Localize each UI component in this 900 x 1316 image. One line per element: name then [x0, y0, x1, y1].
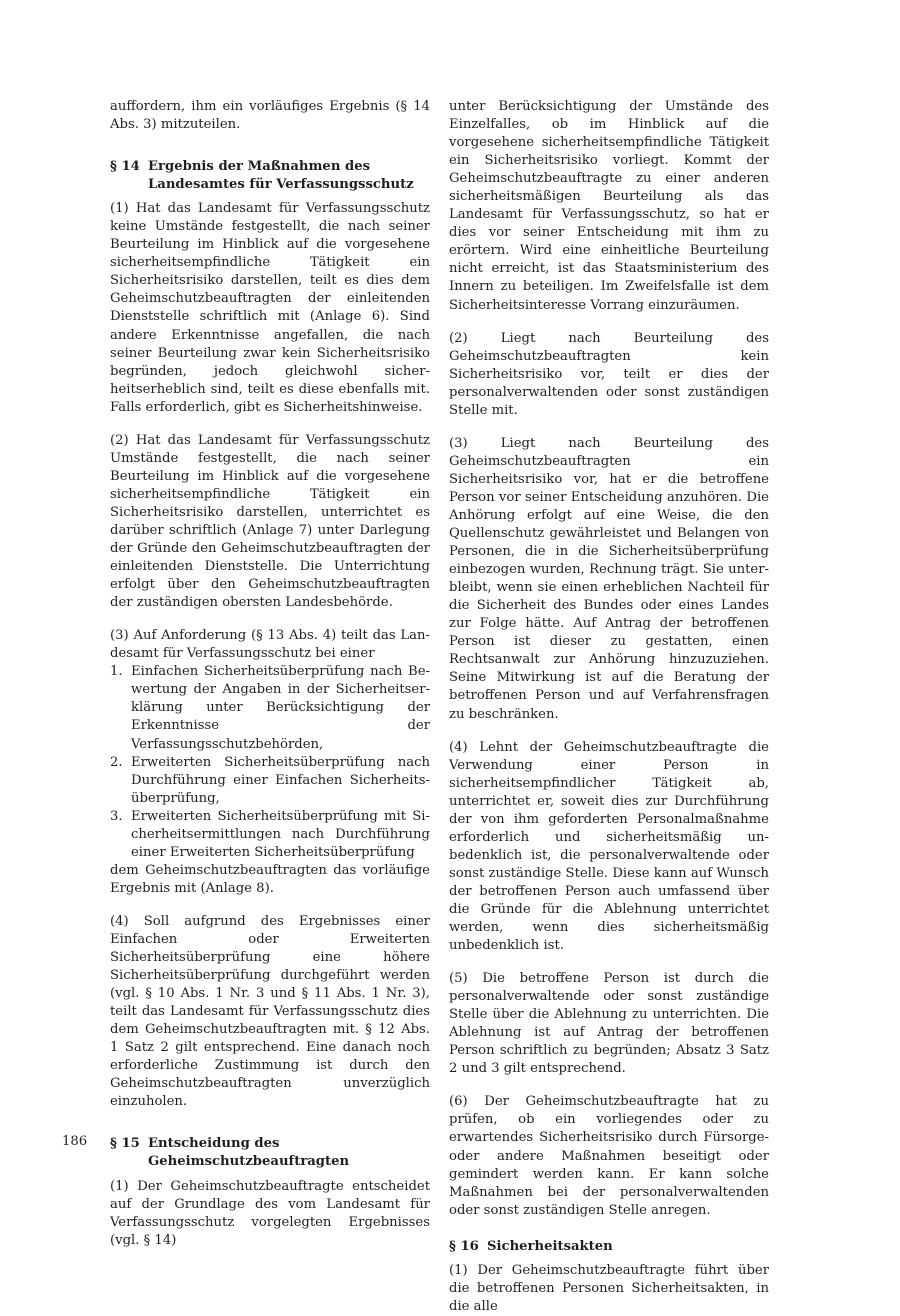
list-text: Erweiterten Sicherheitsüberprüfung nach Durchführung einer Einfachen Sicherheitsüberprüfung, — [131, 754, 430, 806]
paragraph: (2) Hat das Landesamt für Verfassungsschutz Umstände festgestellt, die nach seiner Beurteilung im Hinblick auf die vorgesehene sicherheitsempfindliche Tätigkeit ein Sicherheitsrisiko darstellen, unterrichtet es darüber schriftlich (Anlage 7) unter Darlegung der Gründe den Geheimschutzbeauftragten der einleitenden Dienststelle. Die Unterrichtung erfolgt über den Geheimschutzbeauftragten der zuständigen obersten Landesbehörde. — [110, 432, 430, 611]
list-number: 2. — [110, 754, 123, 770]
paragraph: (1) Hat das Landesamt für Verfassungsschutz keine Umstände festgestellt, die nach seiner Beurteilung im Hinblick auf die vorgesehene sicherheitsempfindliche Tätigkeit ein Sicherheitsrisiko darstellen, teilt es dies dem Geheimschutzbeauftragten der einleitenden Dienststelle schriftlich mit (Anlage 6). Sind andere Erkenntnisse angefallen, die nach seiner Beurteilung zwar kein Sicherheitsrisiko begründen, jedoch gleichwohl sicherheitserheblich sind, teilt es diese ebenfalls mit. Falls erforderlich, gibt es Sicherheitshinweise. — [110, 201, 430, 415]
paragraph: auffordern, ihm ein vorläufiges Ergebnis (§ 14 Abs. 3) mitzuteilen. — [110, 99, 430, 133]
list-text: Einfachen Sicherheitsüberprüfung nach Bewertung der Angaben in der Sicherheitserklärung unter Berücksichtigung der Erkenntnisse der Verfassungsschutzbehörden, — [131, 664, 430, 752]
section-heading-14 — [110, 158, 430, 194]
section-title: Entscheidung des Geheimschutzbeauftragten — [148, 1136, 350, 1170]
paragraph: (2) Liegt nach Beurteilung des Geheimschutzbeauftragten kein Sicherheitsrisiko vor, teilt er dies der personalverwaltenden oder sonst zuständigen Stelle mit. — [449, 330, 769, 418]
paragraph: (4) Lehnt der Geheimschutzbeauftragte die Verwendung einer Person in sicherheitsempfindlicher Tätigkeit ab, unterrichtet er, soweit dies zur Durchführung der von ihm geforderten Personalmaßnahme erforderlich und sicherheitsmäßig unbedenklich ist, die personalverwaltende oder sonst zuständige Stelle. Diese kann auf Wunsch der betroffenen Person auch umfassend über die Gründe für die Ablehnung unterrichtet werden, wenn dies sicherheitsmäßig unbedenklich ist. — [449, 739, 769, 954]
section-heading-15 — [110, 1135, 430, 1171]
section-number: § 16 — [449, 1238, 479, 1254]
list-number: 1. — [110, 664, 123, 680]
page-number: 186 — [62, 1134, 88, 1149]
paragraph: (1) Der Geheimschutzbeauftragte entscheidet auf der Grundlage des vom Landesamt für Verfassungsschutz vorgelegten Ergebnisses (vgl. § 14) — [110, 1178, 430, 1248]
paragraph: (6) Der Geheimschutzbeauftragte hat zu prüfen, ob ein vorliegendes oder zu erwartendes Sicherheitsrisiko durch Fürsorge- oder andere Maßnahmen beseitigt oder gemindert werden kann. Er kann solche Maßnahmen bei der personalverwaltenden oder sonst zuständigen Stelle anregen. — [449, 1094, 769, 1218]
section-number: § 14 — [110, 159, 140, 175]
paragraph: (3) Liegt nach Beurteilung des Geheimschutzbeauftragten ein Sicherheitsrisiko vor, hat er die betroffene Person vor seiner Entscheidung anzuhören. Die Anhörung erfolgt auf eine Weise, die den Quellenschutz gewährleistet und Belangen von Personen, die in die Sicherheitsüberprüfung einbezogen wurden, Rechnung trägt. Sie unterbleibt, wenn sie einen erheblichen Nachteil für die Sicherheit des Bundes oder eines Landes zur Folge hätte. Auf Antrag der betroffenen Person ist dieser zu gestatten, einen Rechtsanwalt zur Anhörung hinzuzuziehen. Seine Mitwirkung ist auf die Beratung der betroffenen Person und auf Verfahrensfragen zu beschränken. — [449, 435, 769, 722]
paragraph: dem Geheimschutzbeauftragten das vorläufige Ergebnis mit (Anlage 8). — [110, 862, 430, 896]
list-item — [110, 754, 430, 808]
list-number: 3. — [110, 808, 123, 824]
section-title: Sicherheitsakten — [487, 1238, 613, 1254]
paragraph: (1) Der Geheimschutzbeauftragte führt über die betroffenen Personen Sicherheitsakten, in die alle — [449, 1262, 769, 1314]
section-title: Ergebnis der Maßnahmen des Landesamtes für Verfassungsschutz — [148, 159, 414, 193]
list-item — [110, 663, 430, 753]
paragraph: (3) Auf Anforderung (§ 13 Abs. 4) teilt das Landesamt für Verfassungsschutz bei einer — [110, 628, 430, 662]
section-number: § 15 — [110, 1136, 140, 1152]
paragraph: (4) Soll aufgrund des Ergebnisses einer Einfachen oder Erweiterten Sicherheitsüberprüfung eine höhere Sicherheitsüberprüfung durchgeführt werden (vgl. § 10 Abs. 1 Nr. 3 und § 11 Abs. 1 Nr. 3), teilt das Landesamt für Verfassungsschutz dies dem Geheimschutzbeauftragten mit. § 12 Abs. 1 Satz 2 gilt entsprechend. Eine danach noch erforderliche Zustimmung ist durch den Geheimschutzbeauftragten unverzüglich einzuholen. — [110, 913, 430, 1110]
left-column — [110, 98, 430, 1250]
right-column — [449, 98, 769, 1316]
paragraph: unter Berücksichtigung der Umstände des Einzelfalles, ob im Hinblick auf die vorgesehene sicherheitsempfindliche Tätigkeit ein Sicherheitsrisiko vorliegt. Kommt der Geheimschutzbeauftragte zu einer anderen sicherheitsmäßigen Beurteilung als das Landesamt für Verfassungsschutz, so hat er dies vor seiner Entscheidung mit ihm zu erörtern. Wird eine einheitliche Beurteilung nicht erreicht, ist das Staatsministerium des Innern zu beteiligen. Im Zweifelsfalle ist dem Sicherheitsinteresse Vorrang einzuräumen. — [449, 99, 769, 313]
section-heading-16 — [449, 1238, 769, 1256]
list-text: Erweiterten Sicherheitsüberprüfung mit Sicherheitsermittlungen nach Durchführung einer Erweiterten Sicherheitsüberprüfung — [131, 808, 430, 860]
list-item — [110, 808, 430, 862]
paragraph: (5) Die betroffene Person ist durch die personalverwaltende oder sonst zuständige Stelle über die Ablehnung zu unterrichten. Die Ablehnung ist auf Antrag der betroffenen Person schriftlich zu begründen; Absatz 3 Satz 2 und 3 gilt entsprechend. — [449, 971, 769, 1077]
numbered-list — [110, 663, 430, 862]
